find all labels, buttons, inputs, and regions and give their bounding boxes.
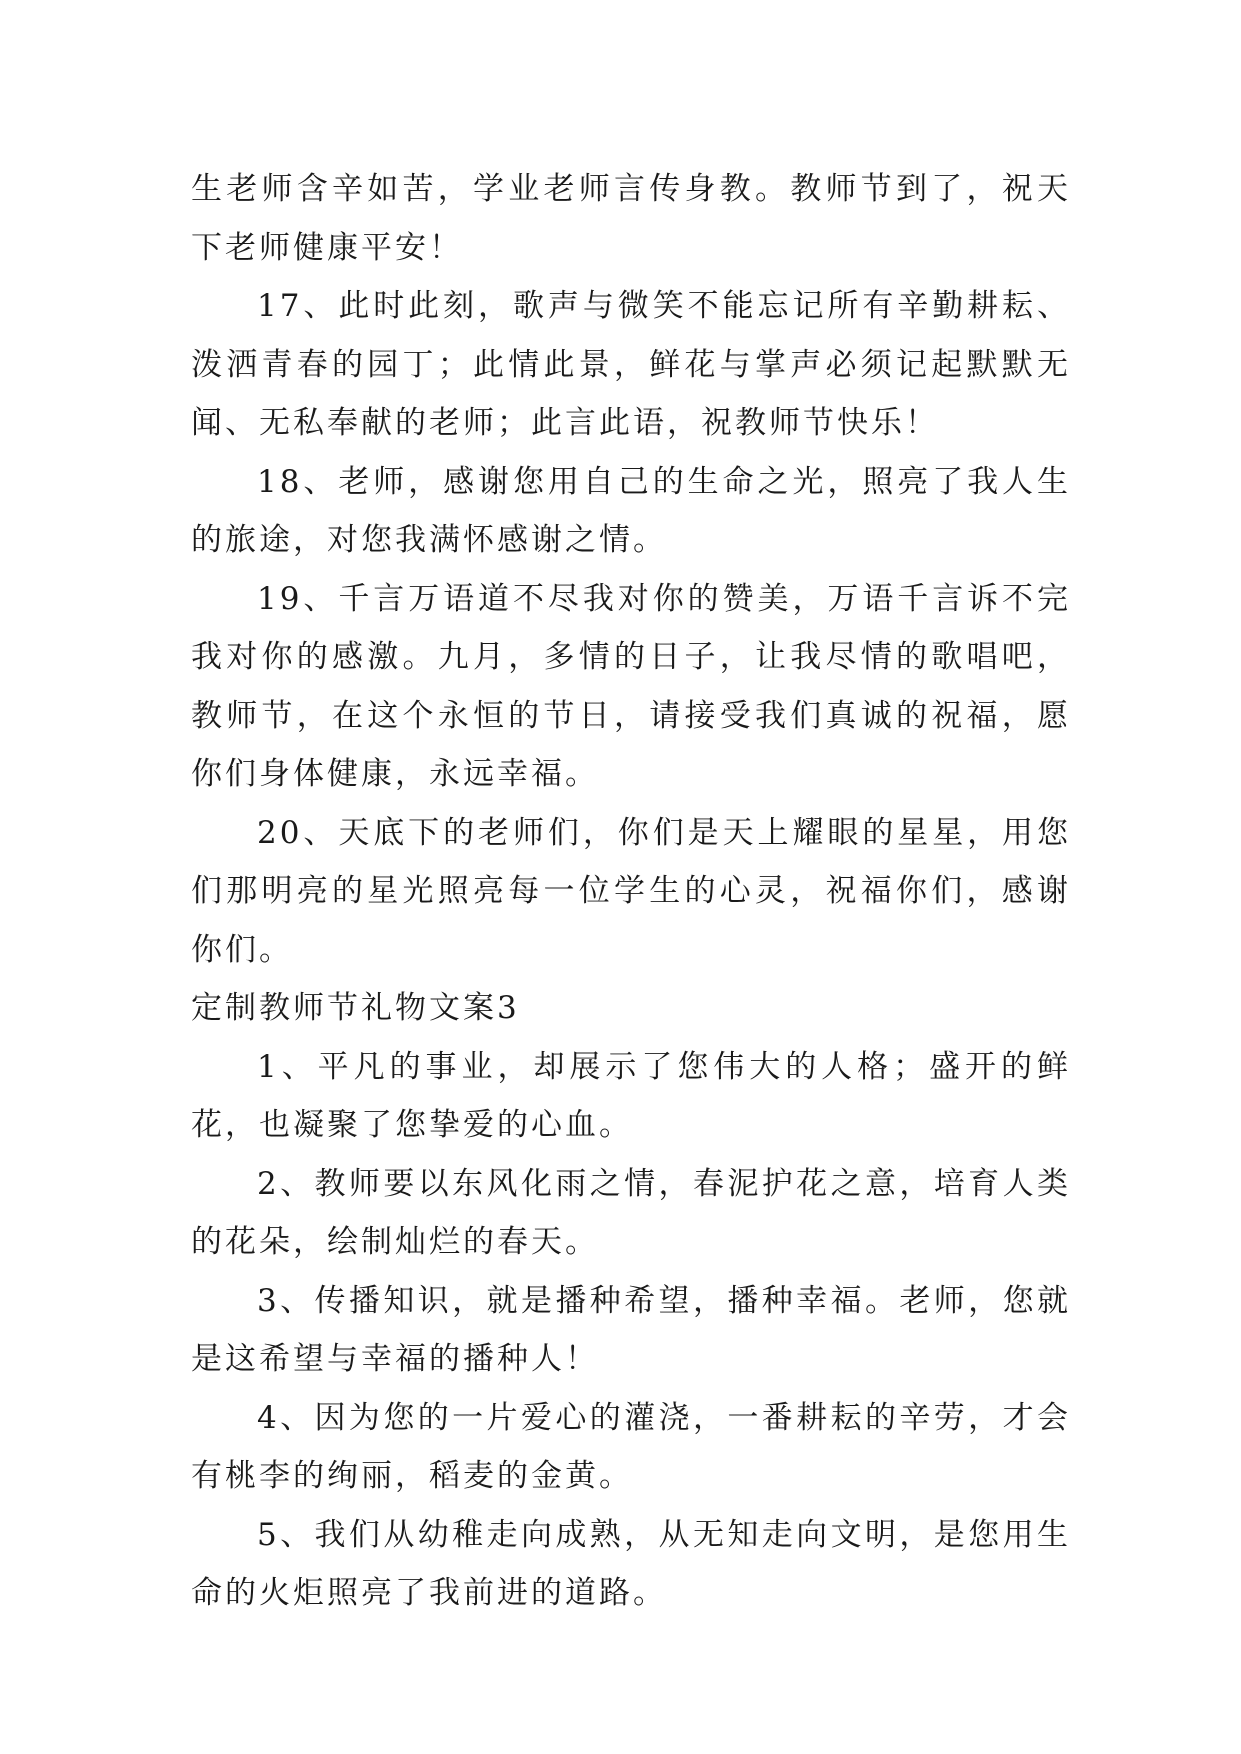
paragraph-item-19: 19、千言万语道不尽我对你的赞美，万语千言诉不完我对你的感激。九月，多情的日子，让我尽情的歌唱吧，教师节，在这个永恒的节日，请接受我们真诚的祝福，愿你们身体健康，永远幸福。	[191, 580, 1071, 792]
section-heading: 定制教师节礼物文案3	[191, 990, 520, 1026]
paragraph-item-4: 4、因为您的一片爱心的灌浇，一番耕耘的辛劳，才会有桃李的绚丽，稻麦的金黄。	[191, 1399, 1071, 1494]
document-body	[191, 160, 1071, 1623]
paragraph-item-18: 18、老师，感谢您用自己的生命之光，照亮了我人生的旅途，对您我满怀感谢之情。	[191, 463, 1071, 558]
paragraph-item-20: 20、天底下的老师们，你们是天上耀眼的星星，用您们那明亮的星光照亮每一位学生的心灵，祝福你们，感谢你们。	[191, 814, 1071, 968]
paragraph-item-17: 17、此时此刻，歌声与微笑不能忘记所有辛勤耕耘、泼洒青春的园丁；此情此景，鲜花与掌声必须记起默默无闻、无私奉献的老师；此言此语，祝教师节快乐！	[191, 288, 1071, 441]
paragraph-continuation: 生老师含辛如苦，学业老师言传身教。教师节到了，祝天下老师健康平安！	[191, 171, 1071, 266]
paragraph-item-2: 2、教师要以东风化雨之情，春泥护花之意，培育人类的花朵，绘制灿烂的春天。	[191, 1165, 1071, 1260]
paragraph-item-1: 1、平凡的事业，却展示了您伟大的人格；盛开的鲜花，也凝聚了您挚爱的心血。	[191, 1048, 1071, 1143]
paragraph-item-3: 3、传播知识，就是播种希望，播种幸福。老师，您就是这希望与幸福的播种人！	[191, 1282, 1071, 1377]
paragraph-item-5: 5、我们从幼稚走向成熟，从无知走向文明，是您用生命的火炬照亮了我前进的道路。	[191, 1516, 1071, 1611]
